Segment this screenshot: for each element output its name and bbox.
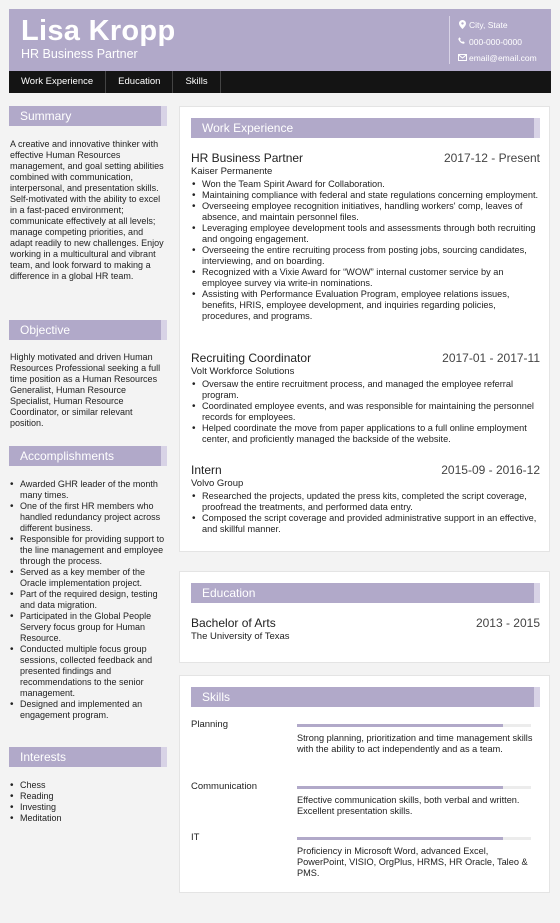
list-item: • Researched the projects, updated the press kits, completed the script coverage, proofread the treatments, and performed data entry. [191,491,540,513]
skill-level-fill [297,837,503,840]
objective-section [9,320,167,429]
interests-list [9,780,167,824]
objective-text: Highly motivated and driven Human Resources Professional seeking a full time position as a Human Resources Generalist, Human Resource Specialist, Human Resource Coordinator, or similar relevant position. [10,352,161,428]
candidate-title: HR Business Partner [21,47,138,61]
list-item: • Served as a key member of the Oracle implementation project. [9,567,167,589]
interests-heading: Interests [9,747,167,767]
skill-level-bar [297,724,531,727]
list-item: • Overseeing employee recognition initiatives, handling workers' comp, leaves of absence, and maintain personnel files. [191,201,540,223]
contact-location [457,18,537,32]
school-name: The University of Texas [191,631,290,642]
list-item: • Composed the script coverage and provided administrative support in an effective, and skillful manner. [191,513,540,535]
list-item: • Overseeing the entire recruiting process from posting jobs, sourcing candidates, interviewing, and on boarding. [191,245,540,267]
list-item: • Part of the required design, testing and data migration. [9,589,167,611]
list-item: • Won the Team Spirit Award for Collaboration. [191,179,540,190]
job-entry [191,351,540,445]
phone-text: 000-000-0000 [469,36,522,47]
skill-level-fill [297,786,503,789]
contact-divider [449,16,450,64]
contact-email[interactable] [457,51,537,65]
accomplishments-heading: Accomplishments [9,446,167,466]
job-title: Intern [191,463,222,477]
location-text: City, State [469,20,508,30]
email-icon [457,54,467,63]
list-item: • Coordinated employee events, and was responsible for maintaining the personnel records for employees. [191,401,540,423]
section-nav [9,71,551,93]
work-experience-card [179,106,550,552]
job-title: Recruiting Coordinator [191,351,312,365]
location-pin-icon [457,20,467,31]
degree-title: Bachelor of Arts [191,616,276,630]
skill-name: Planning [191,719,228,730]
skill-name: IT [191,832,200,843]
job-bullets [191,179,540,322]
education-entry [191,616,540,644]
list-item: • Investing [9,802,167,813]
education-heading: Education [191,583,540,603]
list-item: • Designed and implemented an engagement program. [9,699,167,721]
skill-description: Strong planning, prioritization and time management skills with the ability to act independently and as a team. [297,733,533,754]
objective-heading: Objective [9,320,167,340]
list-item: • Maintaining compliance with federal and state regulations concerning employment. [191,190,540,201]
job-entry [191,463,540,535]
company-name: Volt Workforce Solutions [191,366,295,377]
summary-heading: Summary [9,106,167,126]
list-item: • Oversaw the entire recruitment process, and managed the employee referral program. [191,379,540,401]
summary-text: A creative and innovative thinker with effective Human Resources management, and goal setting abilities combined with communication, interpersonal, and presentation skills. Self-motivated with the ability to excel in a fast-paced environment; communicate effectively at all levels; manage competing priorities, and adapt readily to new challenges. Enjoy working in a multicultural and vibrant team, and look forward to making a difference in a global HR team. [10,139,164,281]
skills-heading: Skills [191,687,540,707]
list-item: • One of the first HR members who handled redundancy project across different business. [9,501,167,534]
list-item: • Responsible for providing support to the line management and employee through the process. [9,534,167,567]
list-item: • Awarded GHR leader of the month many times. [9,479,167,501]
skills-card [179,675,550,893]
list-item: • Recognized with a Vixie Award for “WOW” internal customer service by an employee survey via write-in nominations. [191,267,540,289]
phone-icon [457,37,467,47]
candidate-name: Lisa Kropp [21,15,176,47]
skill-level-fill [297,724,503,727]
accomplishments-list [9,479,167,721]
education-dates: 2013 - 2015 [475,616,540,630]
accomplishments-section [9,446,167,721]
skill-description: Effective communication skills, both verbal and written. Excellent presentation skills. [297,795,520,816]
education-card [179,571,550,663]
nav-work-experience[interactable]: Work Experience [9,71,106,93]
interests-section [9,747,167,824]
company-name: Kaiser Permanente [191,166,273,177]
job-bullets [191,379,540,445]
list-item: • Meditation [9,813,167,824]
contact-phone [457,35,537,49]
contact-block [457,18,537,68]
job-entry [191,151,540,322]
job-title: HR Business Partner [191,151,304,165]
list-item: • Helped coordinate the move from paper applications to a full online employment center, and proficiently managed the backside of the website. [191,423,540,445]
list-item: • Assisting with Performance Evaluation Program, employee relations issues, benefits, HRIS, employee development, and inquiries regarding policies, procedures, and programs. [191,289,540,322]
list-item: • Conducted multiple focus group sessions, collected feedback and presented findings and recommendations to the senior management. [9,644,167,699]
list-item: • Reading [9,791,167,802]
company-name: Volvo Group [191,478,244,489]
work-experience-heading: Work Experience [191,118,540,138]
skill-level-bar [297,837,531,840]
skill-level-bar [297,786,531,789]
job-dates: 2015-09 - 2016-12 [441,463,540,477]
job-dates: 2017-12 - Present [443,151,540,165]
skill-description: Proficiency in Microsoft Word, advanced Excel, PowerPoint, VISIO, OrgPlus, HRMS, HR Oracle, Taleo & PMS. [297,846,528,878]
summary-section [9,106,167,282]
email-text[interactable]: email@email.com [469,53,537,63]
list-item: • Participated in the Global People Servery focus group for Human Resource. [9,611,167,644]
nav-skills[interactable]: Skills [173,71,220,93]
nav-education[interactable]: Education [106,71,173,93]
job-bullets [191,491,540,535]
job-dates: 2017-01 - 2017-11 [442,351,540,365]
list-item: • Leveraging employee development tools and assessments through both recruiting and ongoing engagement. [191,223,540,245]
skill-name: Communication [191,781,257,792]
resume-header [9,9,551,71]
list-item: • Chess [9,780,167,791]
